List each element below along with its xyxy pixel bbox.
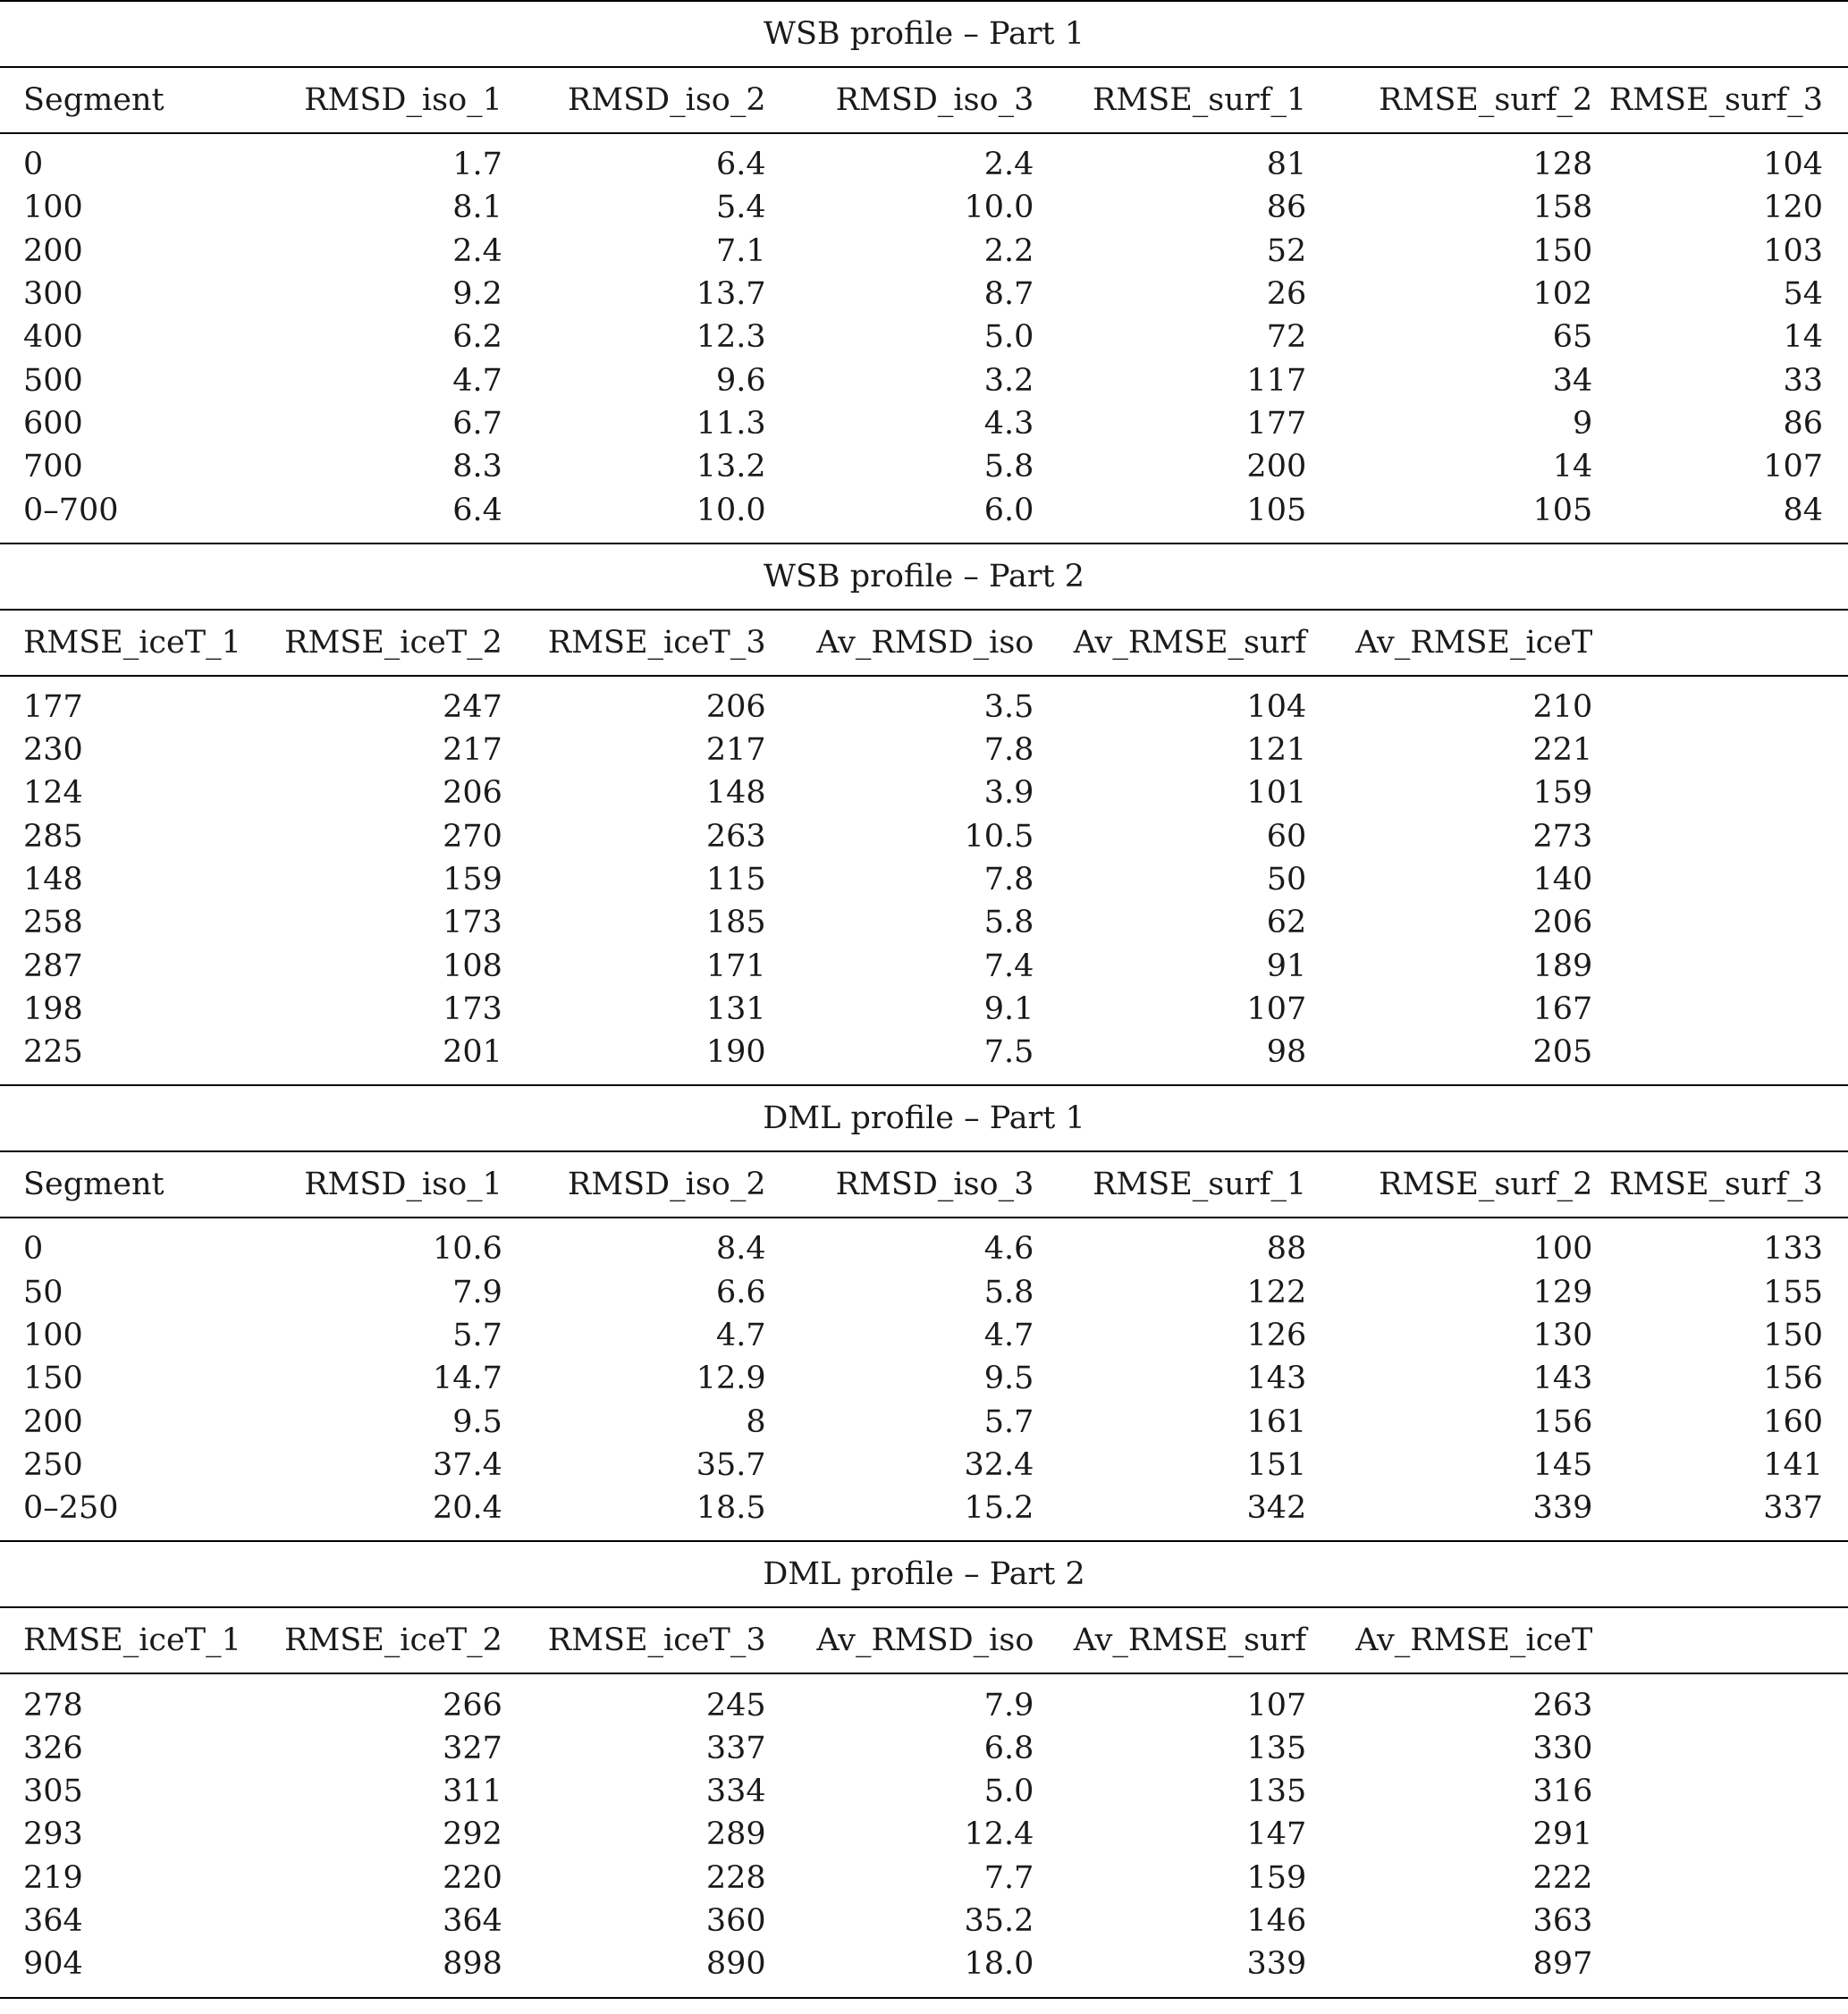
table-cell: 147 <box>1246 1816 1307 1853</box>
table-cell: 5.8 <box>983 905 1034 941</box>
table-cell: 173 <box>443 905 502 941</box>
table-cell: 91 <box>1266 948 1307 984</box>
table-cell: 700 <box>23 449 83 485</box>
column-header: RMSE_iceT_2 <box>264 610 502 676</box>
table-cell: 222 <box>1532 1859 1593 1896</box>
header-row <box>0 610 1848 676</box>
table-cell: 7.8 <box>983 862 1034 897</box>
table-cell: 148 <box>23 862 83 897</box>
table-cell: 131 <box>705 990 766 1027</box>
table-row <box>0 1271 1848 1314</box>
table-row <box>0 1227 1848 1270</box>
table-cell: 337 <box>1763 1490 1823 1527</box>
table-cell: 14 <box>1783 319 1823 356</box>
table-cell: 400 <box>23 319 83 356</box>
table-cell: 130 <box>1532 1318 1593 1354</box>
table-cell: 6.0 <box>983 492 1034 528</box>
table-cell: 72 <box>1266 319 1307 356</box>
table-row <box>0 1900 1848 1942</box>
block-title: WSB profile – Part 2 <box>0 544 1848 610</box>
table-block <box>0 1084 1848 1540</box>
table-cell: 217 <box>705 732 766 769</box>
table-row <box>0 1683 1848 1726</box>
table-cell: 98 <box>1266 1034 1307 1071</box>
column-header: Av_RMSE_iceT <box>1306 1607 1592 1673</box>
table-cell: 86 <box>1783 405 1823 442</box>
table-row <box>0 771 1848 814</box>
table-cell: 190 <box>705 1034 766 1071</box>
table-cell: 18.5 <box>696 1490 766 1527</box>
table-cell: 126 <box>1246 1318 1307 1354</box>
table-cell: 105 <box>1532 492 1593 528</box>
table-cell: 12.4 <box>964 1816 1034 1853</box>
table-cell: 0 <box>23 147 44 183</box>
table-cell: 167 <box>1532 990 1593 1027</box>
table-cell: 201 <box>443 1034 502 1071</box>
block-title: DML profile – Part 1 <box>0 1085 1848 1151</box>
table-cell <box>1592 686 1848 729</box>
table-cell: 9.5 <box>452 1403 502 1440</box>
table-cell: 5.7 <box>452 1318 502 1354</box>
column-header: RMSD_iso_1 <box>264 67 502 133</box>
table-cell: 62 <box>1266 905 1307 941</box>
table-cell: 101 <box>1246 775 1307 812</box>
table-cell: 3.5 <box>983 688 1034 725</box>
table-cell: 334 <box>705 1774 766 1810</box>
table-cell: 5.4 <box>715 190 766 226</box>
table-cell: 206 <box>705 688 766 725</box>
table-cell: 2.4 <box>983 147 1034 183</box>
table-row <box>0 230 1848 273</box>
table-row <box>0 186 1848 229</box>
header-row <box>0 1151 1848 1218</box>
table-cell: 100 <box>1532 1231 1593 1268</box>
table-cell: 121 <box>1246 732 1307 769</box>
table-row <box>0 944 1848 987</box>
table-cell: 311 <box>443 1774 502 1810</box>
table-cell: 15.2 <box>964 1490 1034 1527</box>
table-cell: 37.4 <box>433 1446 502 1483</box>
table-cell: 0–250 <box>23 1490 119 1527</box>
table-cell <box>1592 1942 1848 1985</box>
table-cell: 14.7 <box>433 1361 502 1397</box>
table-cell: 81 <box>1266 147 1307 183</box>
table-row <box>0 1727 1848 1770</box>
column-header: Av_RMSE_iceT <box>1306 610 1592 676</box>
table-cell: 6.4 <box>452 492 502 528</box>
table-cell: 363 <box>1532 1903 1593 1940</box>
table-cell: 5.8 <box>983 1274 1034 1310</box>
table-cell: 124 <box>23 775 83 812</box>
column-header: Av_RMSE_surf <box>1034 1607 1306 1673</box>
table-cell: 326 <box>23 1730 83 1766</box>
table-cell <box>1592 1770 1848 1813</box>
table-cell: 86 <box>1266 190 1307 226</box>
table-cell: 140 <box>1532 862 1593 897</box>
table-cell: 230 <box>23 732 83 769</box>
table-cell: 3.9 <box>983 775 1034 812</box>
table-row <box>0 1314 1848 1357</box>
table-cell: 4.7 <box>452 362 502 399</box>
table-row <box>0 358 1848 401</box>
table-cell: 250 <box>23 1446 83 1483</box>
table-cell: 102 <box>1532 276 1593 313</box>
table-cell: 129 <box>1532 1274 1593 1310</box>
table-cell: 221 <box>1532 732 1593 769</box>
column-header: RMSD_iso_2 <box>502 1151 766 1218</box>
table-cell: 100 <box>23 1318 83 1354</box>
table-cell: 133 <box>1763 1231 1823 1268</box>
table-cell: 158 <box>1532 190 1593 226</box>
column-header: RMSE_surf_2 <box>1306 67 1592 133</box>
table-cell: 33 <box>1783 362 1823 399</box>
table-cell: 266 <box>443 1687 502 1723</box>
table-cell: 7.4 <box>983 948 1034 984</box>
table-cell: 219 <box>23 1859 83 1896</box>
table-cell: 225 <box>23 1034 83 1071</box>
table-cell: 200 <box>23 232 83 269</box>
table-cell: 54 <box>1783 276 1823 313</box>
column-header: RMSE_iceT_1 <box>0 610 264 676</box>
table-cell: 263 <box>1532 1687 1593 1723</box>
table-cell: 8.3 <box>452 449 502 485</box>
table-cell: 35.7 <box>696 1446 766 1483</box>
table-row <box>0 1813 1848 1856</box>
table-cell: 206 <box>1532 905 1593 941</box>
table-cell: 115 <box>705 862 766 897</box>
table-row <box>0 316 1848 358</box>
table-cell: 200 <box>1246 449 1307 485</box>
table-row <box>0 1401 1848 1444</box>
table-cell: 156 <box>1763 1361 1823 1397</box>
table-cell: 65 <box>1552 319 1593 356</box>
table-cell: 100 <box>23 190 83 226</box>
table-cell: 364 <box>23 1903 83 1940</box>
table-cell: 330 <box>1532 1730 1593 1766</box>
table-cell: 9.1 <box>983 990 1034 1027</box>
table-cell: 9 <box>1573 405 1593 442</box>
table-cell: 7.1 <box>715 232 766 269</box>
table-cell: 50 <box>1266 862 1307 897</box>
table-row <box>0 1357 1848 1400</box>
table-cell: 8 <box>746 1403 766 1440</box>
table-cell: 220 <box>443 1859 502 1896</box>
table-cell: 156 <box>1532 1403 1593 1440</box>
table-cell: 5.0 <box>983 1774 1034 1810</box>
table-cell: 151 <box>1246 1446 1307 1483</box>
table-cell <box>1592 901 1848 944</box>
table-cell: 6.2 <box>452 319 502 356</box>
block-title: WSB profile – Part 1 <box>0 1 1848 67</box>
table-row <box>0 858 1848 901</box>
table-cell: 4.3 <box>983 405 1034 442</box>
table-cell: 13.2 <box>696 449 766 485</box>
table-cell: 143 <box>1532 1361 1593 1397</box>
table-cell: 7.9 <box>452 1274 502 1310</box>
table-cell: 8.7 <box>983 276 1034 313</box>
table-cell: 189 <box>1532 948 1593 984</box>
table-cell: 0 <box>23 1231 44 1268</box>
table-cell: 293 <box>23 1816 83 1853</box>
table-cell: 9.5 <box>983 1361 1034 1397</box>
table-cell: 292 <box>443 1816 502 1853</box>
table-cell: 20.4 <box>433 1490 502 1527</box>
table-row <box>0 901 1848 944</box>
table-cell: 12.3 <box>696 319 766 356</box>
column-header: Av_RMSD_iso <box>766 610 1034 676</box>
table-cell: 1.7 <box>452 147 502 183</box>
table-cell: 205 <box>1532 1034 1593 1071</box>
table-cell: 7.9 <box>983 1687 1034 1723</box>
table-cell: 10.0 <box>696 492 766 528</box>
table-cell: 177 <box>23 688 83 725</box>
table-cell <box>1592 988 1848 1031</box>
table-cell: 150 <box>23 1361 83 1397</box>
block-title: DML profile – Part 2 <box>0 1541 1848 1607</box>
table-cell: 34 <box>1552 362 1593 399</box>
table-cell: 50 <box>23 1274 63 1310</box>
table-cell: 117 <box>1246 362 1307 399</box>
table-row <box>0 988 1848 1031</box>
table-cell: 364 <box>443 1903 502 1940</box>
table-row <box>0 402 1848 445</box>
table-cell: 289 <box>705 1816 766 1853</box>
header-row <box>0 1607 1848 1673</box>
table-cell: 18.0 <box>964 1946 1034 1983</box>
table-cell: 159 <box>443 862 502 897</box>
column-header: RMSE_iceT_3 <box>502 1607 766 1673</box>
column-header: RMSE_surf_3 <box>1592 67 1848 133</box>
table-row <box>0 1857 1848 1900</box>
table-cell: 904 <box>23 1946 83 1983</box>
table-cell: 200 <box>23 1403 83 1440</box>
column-header: RMSE_surf_2 <box>1306 1151 1592 1218</box>
table-cell: 171 <box>705 948 766 984</box>
table-row <box>0 815 1848 858</box>
table-cell: 0–700 <box>23 492 119 528</box>
table-cell: 13.7 <box>696 276 766 313</box>
table-cell: 107 <box>1763 449 1823 485</box>
column-header: RMSD_iso_3 <box>766 67 1034 133</box>
table-cell: 173 <box>443 990 502 1027</box>
table-cell: 6.8 <box>983 1730 1034 1766</box>
table-cell: 14 <box>1552 449 1593 485</box>
table-cell: 500 <box>23 362 83 399</box>
column-header: Av_RMSE_surf <box>1034 610 1306 676</box>
table-cell: 88 <box>1266 1231 1307 1268</box>
table-cell: 159 <box>1246 1859 1307 1896</box>
table-cell: 339 <box>1532 1490 1593 1527</box>
table-cell <box>1592 944 1848 987</box>
table-cell <box>1592 1683 1848 1726</box>
column-header <box>1592 610 1848 676</box>
table-cell: 26 <box>1266 276 1307 313</box>
table-cell: 258 <box>23 905 83 941</box>
table-cell: 141 <box>1763 1446 1823 1483</box>
table-cell <box>1592 815 1848 858</box>
table-cell: 160 <box>1763 1403 1823 1440</box>
column-header: RMSE_surf_3 <box>1592 1151 1848 1218</box>
table-cell <box>1592 1031 1848 1074</box>
table-cell: 285 <box>23 818 83 855</box>
table-cell: 6.6 <box>715 1274 766 1310</box>
table-cell: 8.1 <box>452 190 502 226</box>
table-cell: 600 <box>23 405 83 442</box>
table-cell: 228 <box>705 1859 766 1896</box>
table-row <box>0 1444 1848 1487</box>
table-cell: 5.7 <box>983 1403 1034 1440</box>
column-header: RMSE_surf_1 <box>1034 1151 1306 1218</box>
table-cell: 60 <box>1266 818 1307 855</box>
table-cell: 342 <box>1246 1490 1307 1527</box>
table-cell: 7.7 <box>983 1859 1034 1896</box>
table-cell: 11.3 <box>696 405 766 442</box>
header-row <box>0 67 1848 133</box>
column-header: RMSE_surf_1 <box>1034 67 1306 133</box>
table-cell: 10.0 <box>964 190 1034 226</box>
table-cell: 52 <box>1266 232 1307 269</box>
table-cell: 185 <box>705 905 766 941</box>
table-cell: 6.7 <box>452 405 502 442</box>
table-cell: 897 <box>1532 1946 1593 1983</box>
column-header: Av_RMSD_iso <box>766 1607 1034 1673</box>
table-row <box>0 1031 1848 1074</box>
table-cell: 128 <box>1532 147 1593 183</box>
table-cell: 146 <box>1246 1903 1307 1940</box>
table-cell: 898 <box>443 1946 502 1983</box>
table-cell: 150 <box>1763 1318 1823 1354</box>
table-cell: 177 <box>1246 405 1307 442</box>
table-cell <box>1592 1813 1848 1856</box>
table-row <box>0 729 1848 771</box>
table-cell <box>1592 1727 1848 1770</box>
table-row <box>0 273 1848 316</box>
table-row <box>0 1942 1848 1985</box>
table-cell: 2.2 <box>983 232 1034 269</box>
table-cell: 145 <box>1532 1446 1593 1483</box>
table-cell: 104 <box>1246 688 1307 725</box>
table-cell: 3.2 <box>983 362 1034 399</box>
table-cell: 104 <box>1763 147 1823 183</box>
table-cell: 4.6 <box>983 1231 1034 1268</box>
table-block <box>0 1540 1848 1998</box>
table-cell <box>1592 1900 1848 1942</box>
table-cell: 4.7 <box>715 1318 766 1354</box>
table-cell: 105 <box>1246 492 1307 528</box>
table-cell: 10.6 <box>433 1231 502 1268</box>
table-cell: 161 <box>1246 1403 1307 1440</box>
table-cell: 135 <box>1246 1730 1307 1766</box>
table-cell: 6.4 <box>715 147 766 183</box>
table-cell: 108 <box>443 948 502 984</box>
table-cell: 247 <box>443 688 502 725</box>
table-cell: 5.8 <box>983 449 1034 485</box>
table-row <box>0 1487 1848 1529</box>
table-cell: 270 <box>443 818 502 855</box>
table-cell <box>1592 858 1848 901</box>
table-cell: 245 <box>705 1687 766 1723</box>
table-cell: 7.8 <box>983 732 1034 769</box>
table-row <box>0 1770 1848 1813</box>
table-cell: 305 <box>23 1774 83 1810</box>
table-cell: 287 <box>23 948 83 984</box>
table-cell: 107 <box>1246 1687 1307 1723</box>
table-cell: 2.4 <box>452 232 502 269</box>
table-cell: 337 <box>705 1730 766 1766</box>
table-cell: 84 <box>1783 492 1823 528</box>
table-cell: 150 <box>1532 232 1593 269</box>
table-row <box>0 445 1848 488</box>
table-cell: 9.2 <box>452 276 502 313</box>
column-header: Segment <box>0 1151 264 1218</box>
table-cell: 5.0 <box>983 319 1034 356</box>
table-cell: 32.4 <box>964 1446 1034 1483</box>
table-cell: 327 <box>443 1730 502 1766</box>
table-cell: 7.5 <box>983 1034 1034 1071</box>
table-cell: 155 <box>1763 1274 1823 1310</box>
table-cell <box>1592 729 1848 771</box>
table-cell: 273 <box>1532 818 1593 855</box>
table-cell: 291 <box>1532 1816 1593 1853</box>
column-header: RMSD_iso_1 <box>264 1151 502 1218</box>
table-cell: 316 <box>1532 1774 1593 1810</box>
table-cell: 10.5 <box>964 818 1034 855</box>
table-cell <box>1592 1857 1848 1900</box>
table-cell: 12.9 <box>696 1361 766 1397</box>
table-row <box>0 143 1848 186</box>
column-header: RMSE_iceT_1 <box>0 1607 264 1673</box>
table-cell: 120 <box>1763 190 1823 226</box>
table-cell: 35.2 <box>964 1903 1034 1940</box>
table-cell: 198 <box>23 990 83 1027</box>
table-cell: 159 <box>1532 775 1593 812</box>
table-cell: 210 <box>1532 688 1593 725</box>
column-header: RMSD_iso_2 <box>502 67 766 133</box>
table-cell: 300 <box>23 276 83 313</box>
table-cell: 360 <box>705 1903 766 1940</box>
column-header: RMSD_iso_3 <box>766 1151 1034 1218</box>
table-row <box>0 686 1848 729</box>
table-cell: 4.7 <box>983 1318 1034 1354</box>
table-block <box>0 0 1848 543</box>
table-cell: 890 <box>705 1946 766 1983</box>
table-cell: 206 <box>443 775 502 812</box>
table-cell: 339 <box>1246 1946 1307 1983</box>
table-cell: 135 <box>1246 1774 1307 1810</box>
column-header: RMSE_iceT_2 <box>264 1607 502 1673</box>
table-cell: 122 <box>1246 1274 1307 1310</box>
table-cell <box>1592 771 1848 814</box>
table-block <box>0 543 1848 1085</box>
column-header: RMSE_iceT_3 <box>502 610 766 676</box>
table-cell: 217 <box>443 732 502 769</box>
table-cell: 143 <box>1246 1361 1307 1397</box>
table-cell: 8.4 <box>715 1231 766 1268</box>
table-cell: 148 <box>705 775 766 812</box>
table-row <box>0 488 1848 531</box>
column-header <box>1592 1607 1848 1673</box>
table-cell: 278 <box>23 1687 83 1723</box>
table-cell: 107 <box>1246 990 1307 1027</box>
column-header: Segment <box>0 67 264 133</box>
table-cell: 263 <box>705 818 766 855</box>
table-cell: 9.6 <box>715 362 766 399</box>
table-cell: 103 <box>1763 232 1823 269</box>
